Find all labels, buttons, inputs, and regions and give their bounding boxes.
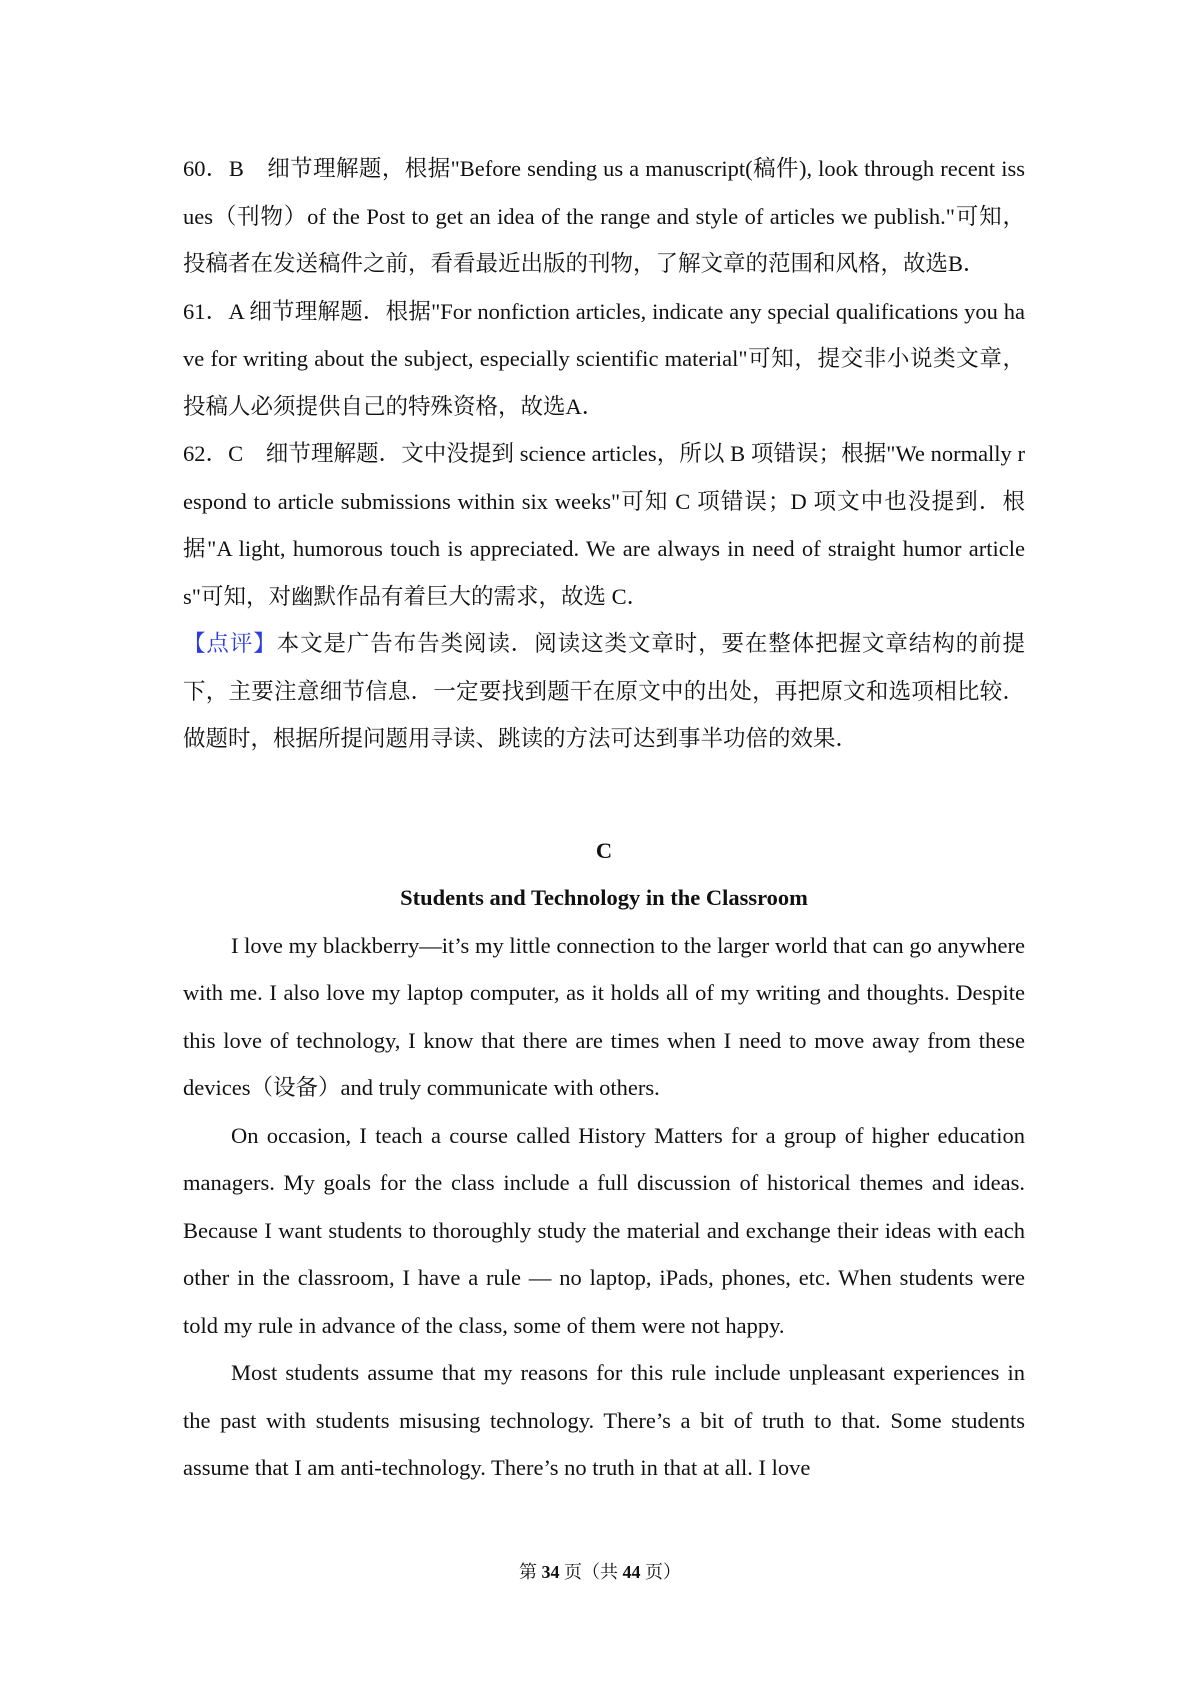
page-footer: [0, 1560, 1200, 1584]
footer-middle: 页（共: [564, 1562, 618, 1582]
passage-paragraph-2: On occasion, I teach a course called History Matters for a group of higher education managers. My goals for the class include a full discussion of historical themes and ideas. Because I want students to thoroughly study the material and exchange their ideas with each other in the classroom, I have a rule — no laptop, iPads, phones, etc. When students were told my rule in advance of the class, some of them were not happy.: [183, 1122, 1025, 1338]
review-paragraph: [183, 620, 1025, 763]
page-content: [183, 145, 1025, 1492]
answer-60: 60．B 细节理解题，根据"Before sending us a manuscript(稿件), look through recent issues（刊物）of the Post to get an idea of the range and style of articles we publish."可知，投稿者在发送稿件之前，看看最近出版的刊物，了解文章的范围和风格，故选B．: [183, 156, 1025, 276]
section-gap: [183, 763, 1025, 827]
footer-prefix: 第: [519, 1562, 537, 1582]
section-title: Students and Technology in the Classroom: [400, 885, 808, 910]
answer-62: 62．C 细节理解题．文中没提到 science articles，所以 B 项错误；根据"We normally respond to article submissions within six weeks"可知 C 项错误；D 项文中也没提到．根据"A light, humorous touch is appreciated. We are always in need of straight humor articles"可知，对幽默作品有着巨大的需求，故选 C．: [183, 441, 1025, 609]
review-text: 本文是广告布告类阅读．阅读这类文章时，要在整体把握文章结构的前提下，主要注意细节信息．一定要找到题干在原文中的出处，再把原文和选项相比较．做题时，根据所提问题用寻读、跳读的方法可达到事半功倍的效果．: [183, 631, 1025, 751]
answer-61: 61．A 细节理解题．根据"For nonfiction articles, indicate any special qualifications you have for writing about the subject, especially scientific material"可知，提交非小说类文章，投稿人必须提供自己的特殊资格，故选A．: [183, 298, 1025, 419]
passage-paragraph-1: I love my blackberry—it’s my little connection to the larger world that can go anywhere with me. I also love my laptop computer, as it holds all of my writing and thoughts. Despite this love of technology, I know that there are times when I need to move away from these devices（设备）and truly communicate with others.: [183, 932, 1025, 1100]
passage-paragraph-3: Most students assume that my reasons for this rule include unpleasant experiences in the past with students misusing technology. There’s a bit of truth to that. Some students assume that I am anti-technology. There’s no truth in that at all. I love: [183, 1360, 1025, 1480]
footer-suffix: 页）: [645, 1562, 681, 1582]
footer-page-number: 34: [541, 1562, 560, 1582]
footer-total-pages: 44: [622, 1562, 641, 1582]
review-tag: 【点评】: [183, 631, 277, 656]
section-letter: C: [595, 837, 613, 863]
